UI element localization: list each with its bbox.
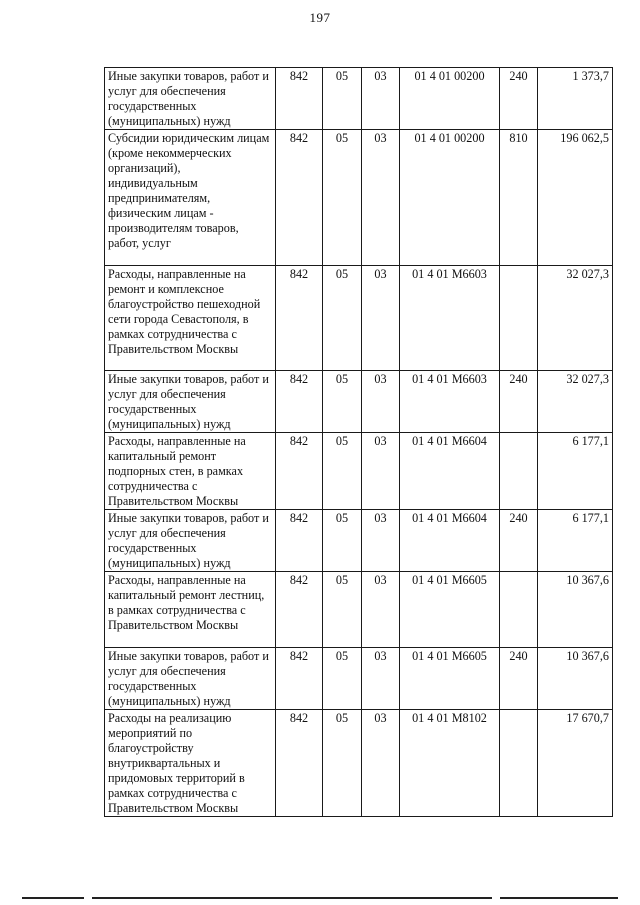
subsection-code: 03 — [362, 710, 400, 817]
amount-value: 32 027,3 — [538, 266, 613, 371]
row-name: Расходы, направленные на капитальный ремонт лестниц, в рамках сотрудничества с Правительством Москвы — [105, 572, 276, 648]
ministry-code: 842 — [276, 266, 323, 371]
row-name: Субсидии юридическим лицам (кроме некоммерческих организаций), индивидуальным предпринимателям, физическим лицам - производителям товаров, работ, услуг — [105, 130, 276, 266]
target-article-code: 01 4 01 00200 — [400, 68, 500, 130]
amount-value: 32 027,3 — [538, 371, 613, 433]
amount-value: 17 670,7 — [538, 710, 613, 817]
table-row — [105, 266, 613, 371]
row-name: Расходы на реализацию мероприятий по благоустройству внутриквартальных и придомовых территорий в рамках сотрудничества с Правительством Москвы — [105, 710, 276, 817]
table-row — [105, 648, 613, 710]
ministry-code: 842 — [276, 510, 323, 572]
target-article-code: 01 4 01 М6603 — [400, 371, 500, 433]
row-name: Расходы, направленные на ремонт и комплексное благоустройство пешеходной сети города Севастополя, в рамках сотрудничества с Правительством Москвы — [105, 266, 276, 371]
row-name: Иные закупки товаров, работ и услуг для обеспечения государственных (муниципальных) нужд — [105, 648, 276, 710]
budget-table — [104, 67, 613, 817]
expense-type-code — [500, 710, 538, 817]
subsection-code: 03 — [362, 130, 400, 266]
table-row — [105, 130, 613, 266]
section-code: 05 — [323, 266, 362, 371]
subsection-code: 03 — [362, 266, 400, 371]
ministry-code: 842 — [276, 710, 323, 817]
target-article-code: 01 4 01 М6603 — [400, 266, 500, 371]
target-article-code: 01 4 01 М6604 — [400, 510, 500, 572]
section-code: 05 — [323, 572, 362, 648]
table-row — [105, 433, 613, 510]
table-row — [105, 371, 613, 433]
section-code: 05 — [323, 371, 362, 433]
bottom-rule-center — [92, 897, 492, 899]
amount-value: 6 177,1 — [538, 510, 613, 572]
subsection-code: 03 — [362, 433, 400, 510]
bottom-rule-right — [500, 897, 618, 899]
subsection-code: 03 — [362, 510, 400, 572]
table-row — [105, 710, 613, 817]
expense-type-code — [500, 572, 538, 648]
table-row — [105, 510, 613, 572]
expense-type-code — [500, 266, 538, 371]
expense-type-code: 240 — [500, 648, 538, 710]
target-article-code: 01 4 01 М6605 — [400, 572, 500, 648]
ministry-code: 842 — [276, 433, 323, 510]
target-article-code: 01 4 01 М8102 — [400, 710, 500, 817]
row-name: Иные закупки товаров, работ и услуг для обеспечения государственных (муниципальных) нужд — [105, 510, 276, 572]
ministry-code: 842 — [276, 572, 323, 648]
subsection-code: 03 — [362, 572, 400, 648]
subsection-code: 03 — [362, 648, 400, 710]
ministry-code: 842 — [276, 68, 323, 130]
expense-type-code: 240 — [500, 68, 538, 130]
section-code: 05 — [323, 648, 362, 710]
ministry-code: 842 — [276, 648, 323, 710]
target-article-code: 01 4 01 00200 — [400, 130, 500, 266]
ministry-code: 842 — [276, 371, 323, 433]
ministry-code: 842 — [276, 130, 323, 266]
section-code: 05 — [323, 433, 362, 510]
expense-type-code — [500, 433, 538, 510]
section-code: 05 — [323, 68, 362, 130]
bottom-rule-left — [22, 897, 84, 899]
target-article-code: 01 4 01 М6605 — [400, 648, 500, 710]
table-row — [105, 68, 613, 130]
row-name: Иные закупки товаров, работ и услуг для обеспечения государственных (муниципальных) нужд — [105, 68, 276, 130]
expense-type-code: 240 — [500, 510, 538, 572]
section-code: 05 — [323, 130, 362, 266]
amount-value: 6 177,1 — [538, 433, 613, 510]
subsection-code: 03 — [362, 371, 400, 433]
row-name: Иные закупки товаров, работ и услуг для обеспечения государственных (муниципальных) нужд — [105, 371, 276, 433]
section-code: 05 — [323, 710, 362, 817]
subsection-code: 03 — [362, 68, 400, 130]
expense-type-code: 240 — [500, 371, 538, 433]
page-number: 197 — [309, 10, 331, 25]
amount-value: 1 373,7 — [538, 68, 613, 130]
expense-type-code: 810 — [500, 130, 538, 266]
section-code: 05 — [323, 510, 362, 572]
amount-value: 10 367,6 — [538, 648, 613, 710]
table-row — [105, 572, 613, 648]
amount-value: 196 062,5 — [538, 130, 613, 266]
amount-value: 10 367,6 — [538, 572, 613, 648]
row-name: Расходы, направленные на капитальный ремонт подпорных стен, в рамках сотрудничества с Правительством Москвы — [105, 433, 276, 510]
target-article-code: 01 4 01 М6604 — [400, 433, 500, 510]
